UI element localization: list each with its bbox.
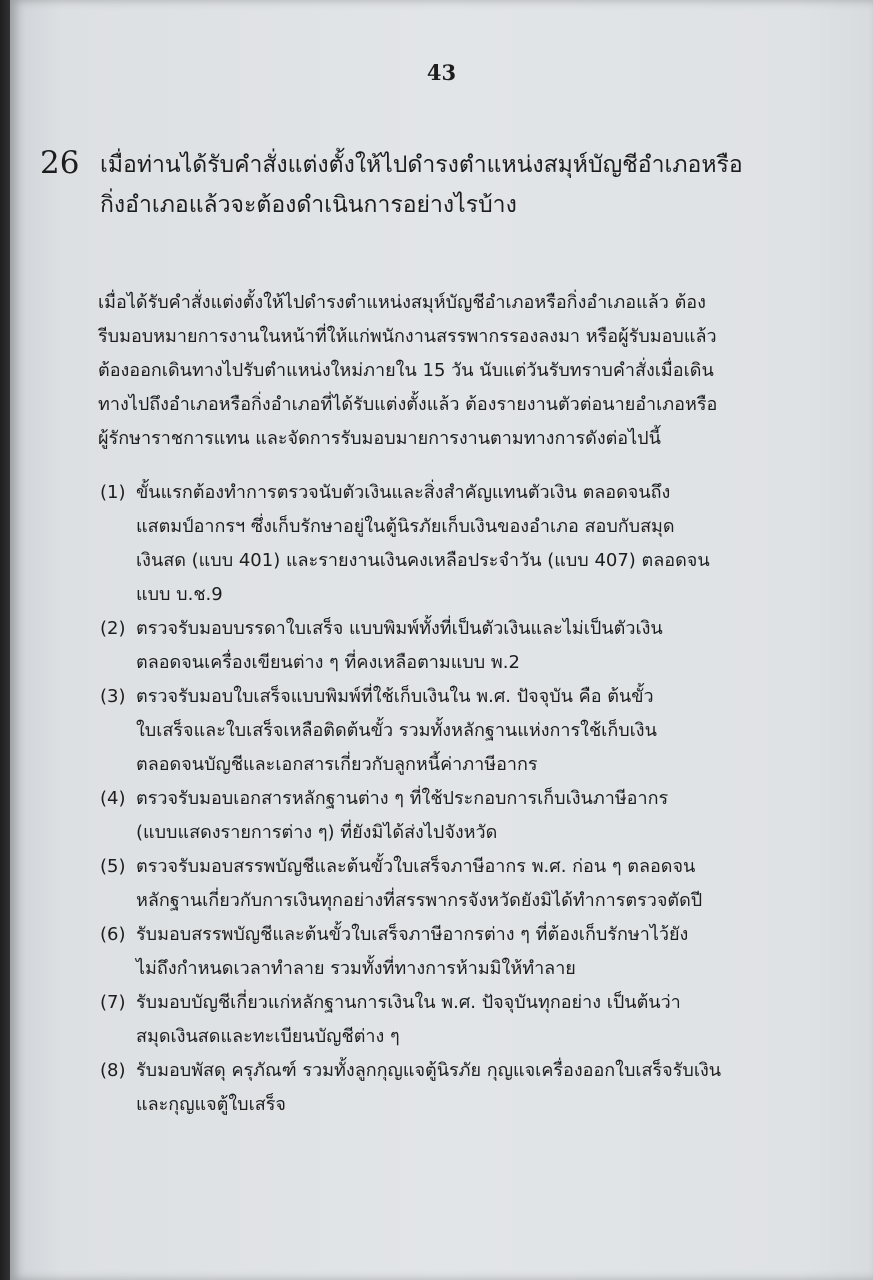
list-item bbox=[100, 476, 750, 612]
item-line: ตรวจรับมอบสรรพบัญชีและต้นขั้วใบเสร็จภาษีอากร พ.ศ. ก่อน ๆ ตลอดจน bbox=[136, 856, 696, 877]
item-line: ตลอดจนเครื่องเขียนต่าง ๆ ที่คงเหลือตามแบบ พ.2 bbox=[136, 652, 520, 673]
question-text bbox=[100, 145, 760, 225]
question-line: เมื่อท่านได้รับคำสั่งแต่งตั้งให้ไปดำรงตำแหน่งสมุห์บัญชีอำเภอหรือ bbox=[100, 152, 743, 178]
item-line: ตรวจรับมอบบรรดาใบเสร็จ แบบพิมพ์ทั้งที่เป็นตัวเงินและไม่เป็นตัวเงิน bbox=[136, 618, 663, 639]
item-number: (6) bbox=[100, 924, 126, 945]
item-text bbox=[136, 612, 750, 680]
item-number: (1) bbox=[100, 482, 126, 503]
item-line: รับมอบสรรพบัญชีและต้นขั้วใบเสร็จภาษีอากรต่าง ๆ ที่ต้องเก็บรักษาไว้ยัง bbox=[136, 924, 689, 945]
item-line: รับมอบพัสดุ ครุภัณฑ์ รวมทั้งลูกกุญแจตู้นิรภัย กุญแจเครื่องออกใบเสร็จรับเงิน bbox=[136, 1060, 722, 1081]
item-number: (8) bbox=[100, 1060, 126, 1081]
paragraph-line: ต้องออกเดินทางไปรับตำแหน่งใหม่ภายใน 15 วัน นับแต่วันรับทราบคำสั่งเมื่อเดิน bbox=[98, 360, 714, 381]
item-text bbox=[136, 476, 750, 612]
item-line: ตรวจรับมอบใบเสร็จแบบพิมพ์ที่ใช้เก็บเงินใน พ.ศ. ปัจจุบัน คือ ต้นขั้ว bbox=[136, 686, 654, 707]
list-item bbox=[100, 612, 750, 680]
paragraph-line: ผู้รักษาราชการแทน และจัดการรับมอบมายการงานตามทางการดังต่อไปนี้ bbox=[98, 428, 661, 449]
item-line: และกุญแจตู้ใบเสร็จ bbox=[136, 1094, 286, 1115]
paragraph-line: รีบมอบหมายการงานในหน้าที่ให้แก่พนักงานสรรพากรรองลงมา หรือผู้รับมอบแล้ว bbox=[98, 326, 717, 347]
item-line: หลักฐานเกี่ยวกับการเงินทุกอย่างที่สรรพากรจังหวัดยังมิได้ทำการตรวจตัดปี bbox=[136, 890, 703, 911]
list-item bbox=[100, 1054, 750, 1122]
item-text bbox=[136, 680, 750, 782]
item-text bbox=[136, 918, 750, 986]
item-number: (2) bbox=[100, 618, 126, 639]
item-text bbox=[136, 850, 750, 918]
item-line: (แบบแสดงรายการต่าง ๆ) ที่ยังมิได้ส่งไปจังหวัด bbox=[136, 822, 498, 843]
item-line: สมุดเงินสดและทะเบียนบัญชีต่าง ๆ bbox=[136, 1026, 400, 1047]
item-number: (3) bbox=[100, 686, 126, 707]
item-number: (4) bbox=[100, 788, 126, 809]
page-number: 43 bbox=[426, 60, 457, 85]
item-line: ตรวจรับมอบเอกสารหลักฐานต่าง ๆ ที่ใช้ประกอบการเก็บเงินภาษีอากร bbox=[136, 788, 669, 809]
item-line: ขั้นแรกต้องทำการตรวจนับตัวเงินและสิ่งสำคัญแทนตัวเงิน ตลอดจนถึง bbox=[136, 482, 671, 503]
item-text bbox=[136, 986, 750, 1054]
item-line: ไม่ถึงกำหนดเวลาทำลาย รวมทั้งที่ทางการห้ามมิให้ทำลาย bbox=[136, 958, 576, 979]
numbered-list bbox=[100, 476, 750, 1122]
book-page bbox=[10, 0, 873, 1280]
question-number: 26 bbox=[40, 145, 80, 181]
paragraph-line: ทางไปถึงอำเภอหรือกิ่งอำเภอที่ได้รับแต่งตั้งแล้ว ต้องรายงานตัวต่อนายอำเภอหรือ bbox=[98, 394, 718, 415]
list-item bbox=[100, 918, 750, 986]
answer-paragraph bbox=[98, 286, 746, 456]
item-number: (5) bbox=[100, 856, 126, 877]
list-item bbox=[100, 782, 750, 850]
item-line: รับมอบบัญชีเกี่ยวแก่หลักฐานการเงินใน พ.ศ. ปัจจุบันทุกอย่าง เป็นต้นว่า bbox=[136, 992, 681, 1013]
item-line: ตลอดจนบัญชีและเอกสารเกี่ยวกับลูกหนี้ค่าภาษีอากร bbox=[136, 754, 538, 775]
item-line: แบบ บ.ช.9 bbox=[136, 584, 223, 605]
item-text bbox=[136, 782, 750, 850]
paragraph-line: เมื่อได้รับคำสั่งแต่งตั้งให้ไปดำรงตำแหน่งสมุห์บัญชีอำเภอหรือกิ่งอำเภอแล้ว ต้อง bbox=[98, 292, 706, 313]
item-line: แสตมป์อากรฯ ซึ่งเก็บรักษาอยู่ในตู้นิรภัยเก็บเงินของอำเภอ สอบกับสมุด bbox=[136, 516, 675, 537]
item-text bbox=[136, 1054, 750, 1122]
question-line: กิ่งอำเภอแล้วจะต้องดำเนินการอย่างไรบ้าง bbox=[100, 192, 517, 218]
item-line: ใบเสร็จและใบเสร็จเหลือติดต้นขั้ว รวมทั้งหลักฐานแห่งการใช้เก็บเงิน bbox=[136, 720, 657, 741]
item-number: (7) bbox=[100, 992, 126, 1013]
list-item bbox=[100, 850, 750, 918]
list-item bbox=[100, 680, 750, 782]
list-item bbox=[100, 986, 750, 1054]
item-line: เงินสด (แบบ 401) และรายงานเงินคงเหลือประจำวัน (แบบ 407) ตลอดจน bbox=[136, 550, 710, 571]
